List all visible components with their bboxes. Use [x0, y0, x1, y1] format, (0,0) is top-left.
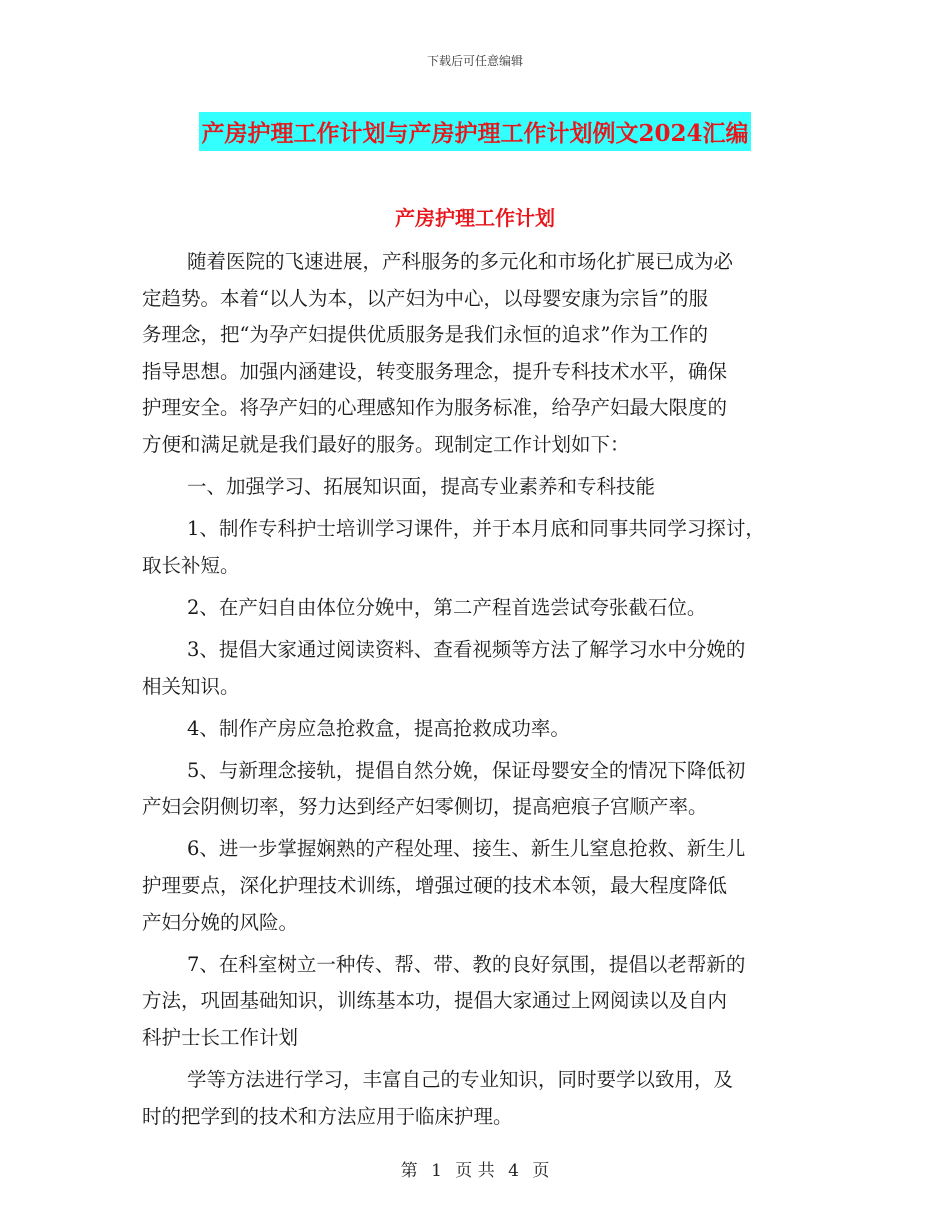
paragraph-line: 科护士长工作计划: [142, 1025, 299, 1049]
paragraph-line: 定趋势。本着“以人为本，以产妇为中心，以母婴安康为宗旨”的服: [142, 286, 708, 310]
footer-page-mid: 页 共: [455, 1161, 495, 1181]
paragraph-line: 7、在科室树立一种传、帮、带、教的良好氛围，提倡以老帮新的: [187, 952, 746, 976]
paragraph-line: 方法，巩固基础知识，训练基本功，提倡大家通过上网阅读以及自内: [142, 989, 728, 1013]
paragraph-line: 护理要点，深化护理技术训练，增强过硬的技术本领，最大程度降低: [142, 874, 728, 897]
paragraph-line: 6、进一步掌握娴熟的产程处理、接生、新生儿窒息抢救、新生儿: [187, 837, 746, 861]
paragraph-line: 指导思想。加强内涵建设，转变服务理念，提升专科技术水平，确保: [142, 359, 728, 383]
paragraph: [142, 511, 822, 584]
paragraph-line: 相关知识。: [142, 674, 240, 698]
document-title-container: [0, 112, 950, 151]
paragraph-line: 学等方法进行学习，丰富自己的专业知识，同时要学以致用，及: [187, 1067, 734, 1091]
paragraph-line: 取长补短。: [142, 553, 240, 577]
paragraph-line: 随着医院的飞速进展，产科服务的多元化和市场化扩展已成为必: [187, 250, 734, 273]
paragraph-line: 5、与新理念接轨，提倡自然分娩，保证母婴安全的情况下降低初: [187, 758, 746, 782]
paragraph-line: 产妇会阴侧切率，努力达到经产妇零侧切，提高疤痕子宫顺产率。: [142, 795, 708, 819]
paragraph-line: 护理安全。将孕产妇的心理感知作为服务标准，给孕产妇最大限度的: [142, 396, 728, 420]
paragraph: [142, 711, 822, 748]
header-note: 下载后可任意编辑: [426, 54, 523, 68]
paragraph: [142, 469, 822, 506]
footer-page-total: 4: [508, 1161, 519, 1181]
footer-page-prefix: 第: [400, 1161, 418, 1181]
paragraph-line: 时的把学到的技术和方法应用于临床护理。: [142, 1104, 513, 1128]
paragraph: [142, 753, 822, 826]
paragraph-line: 产妇分娩的风险。: [142, 910, 299, 934]
paragraph: [142, 244, 822, 464]
paragraph: [142, 590, 822, 627]
paragraph-line: 方便和满足就是我们最好的服务。现制定工作计划如下：: [142, 432, 630, 456]
paragraph-line: 4、制作产房应急抢救盒，提高抢救成功率。: [187, 716, 570, 740]
paragraph: [142, 632, 822, 705]
footer-page-suffix: 页: [532, 1161, 550, 1181]
paragraph: [142, 1062, 822, 1135]
paragraph: [142, 831, 822, 941]
footer-page-current: 1: [431, 1161, 442, 1181]
body-text: [142, 244, 822, 1141]
section-title: 产房护理工作计划: [395, 206, 555, 230]
paragraph: [142, 947, 822, 1057]
paragraph-line: 1、制作专科护士培训学习课件，并于本月底和同事共同学习探讨，: [187, 517, 765, 541]
paragraph-line: 2、在产妇自由体位分娩中，第二产程首选尝试夸张截石位。: [187, 595, 707, 619]
paragraph-line: 一、加强学习、拓展知识面，提高专业素养和专科技能: [187, 475, 656, 499]
paragraph-line: 3、提倡大家通过阅读资料、查看视频等方法了解学习水中分娩的: [187, 637, 746, 661]
document-title: 产房护理工作计划与产房护理工作计划例文2024汇编: [199, 112, 750, 151]
paragraph-line: 务理念，把“为孕产妇提供优质服务是我们永恒的追求”作为工作的: [142, 323, 708, 347]
page-footer: [0, 1156, 950, 1181]
